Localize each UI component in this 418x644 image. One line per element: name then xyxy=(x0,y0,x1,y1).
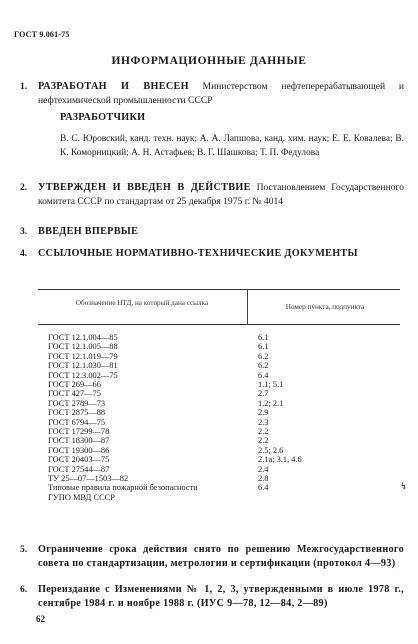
table-row xyxy=(38,446,400,455)
table-row xyxy=(38,342,400,351)
table-row xyxy=(38,371,400,380)
table-cell-clause: 2.4 xyxy=(258,464,269,474)
table-row xyxy=(38,465,400,474)
section-text: Министерством нефтеперерабатывающей и нефтехимической промышленности СССР xyxy=(38,81,405,106)
table-row xyxy=(38,493,400,502)
table-cell-document: ГОСТ 12.1.004—85 xyxy=(48,333,118,342)
page-number: 62 xyxy=(36,614,45,624)
table-cell-document: ГУПО МВД СССР xyxy=(48,492,115,502)
table-cell-document: ГОСТ 19300—86 xyxy=(48,445,110,455)
table-header-clause: Номер пункта, подпункта xyxy=(285,303,365,311)
table-row xyxy=(38,333,400,342)
table-cell-document: Типовые правила пожарной безопасности xyxy=(48,483,198,493)
table-cell-clause: 2.1а; 3.1, 4.6 xyxy=(258,455,302,465)
table-cell-clause: 6.1 xyxy=(258,342,269,352)
section-lead: РАЗРАБОТАН И ВНЕСЕН xyxy=(38,81,189,92)
document-header: ГОСТ 9.061-75 xyxy=(14,30,70,39)
section-introduced xyxy=(20,225,404,239)
section-number: 3. xyxy=(20,226,28,237)
section-lead: ССЫЛОЧНЫЕ НОРМАТИВНО-ТЕХНИЧЕСКИЕ ДОКУМЕНТЫ xyxy=(38,248,358,259)
table-header-rule xyxy=(38,324,400,325)
table-cell-clause: 2.2 xyxy=(258,427,269,436)
table-cell-clause: 2.5; 2.6 xyxy=(258,445,284,455)
section-number: 6. xyxy=(20,584,28,595)
table-cell-clause: 2.8 xyxy=(258,474,269,483)
table-cell-clause: 6.2 xyxy=(258,351,269,361)
section-lead: УТВЕРЖДЕН И ВВЕДЕН В ДЕЙСТВИЕ xyxy=(38,182,251,193)
table-cell-document: ГОСТ 269—66 xyxy=(48,380,101,389)
section-validity xyxy=(20,543,404,571)
section-text: Ограничение срока действия снято по решению Межгосударственного совета по стандартизации, метрологии и сертификации (протокол 4—93) xyxy=(38,544,404,569)
table-row xyxy=(38,352,400,361)
check-mark-icon: ↯ xyxy=(400,481,408,491)
table-row xyxy=(38,436,400,445)
table-cell-document: ГОСТ 18300—87 xyxy=(48,436,110,446)
table-header-document: Обозначение НТД, на который дана ссылка xyxy=(75,299,209,307)
table-row xyxy=(38,399,400,408)
table-cell-clause: 2.2 xyxy=(258,436,269,446)
table-cell-clause: 1.1; 5.1 xyxy=(258,380,284,389)
section-lead: ВВЕДЕН ВПЕРВЫЕ xyxy=(38,226,139,237)
table-cell-clause: 6.4 xyxy=(258,370,269,380)
table-cell-clause: 6.1 xyxy=(258,333,269,342)
table-row xyxy=(38,380,400,389)
developers-list: В. С. Юровский, канд. техн. наук; А. А. Лапшова, канд. хим. наук; Е. Е. Ковалева; В. К. Коморницкий; А. Н. Астафьев; В. Г. Шашкова; Т. П. Федулова xyxy=(60,134,404,158)
section-number: 2. xyxy=(20,182,28,193)
table-cell-clause: 2.7 xyxy=(258,389,269,399)
table-cell-document: ГОСТ 12.1.005—88 xyxy=(48,342,118,352)
table-row xyxy=(38,427,400,436)
table-cell-document: ГОСТ 427—75 xyxy=(48,389,101,399)
section-number: 4. xyxy=(20,248,28,259)
table-row xyxy=(38,418,400,427)
table-row xyxy=(38,408,400,417)
table-row xyxy=(38,474,400,483)
table-cell-document: ТУ 25—07—1503—82 xyxy=(48,474,129,483)
table-cell-clause: 6.2 xyxy=(258,361,269,371)
section-text: Переиздание с Изменениями № 1, 2, 3, утвержденными в июле 1978 г., сентябре 1984 г. и ноябре 1988 г. (ИУС 9—78, 12—84, 2—89) xyxy=(38,584,404,609)
table-cell-clause: 6.4 xyxy=(258,483,269,493)
section-text: Постановлением Государственного комитета СССР по стандартам от 25 декабря 1975 г. № 4014 xyxy=(38,182,404,207)
section-approved xyxy=(20,181,404,209)
section-reissue xyxy=(20,583,404,611)
table-row xyxy=(38,483,400,492)
table-top-rule xyxy=(38,289,400,290)
table-cell-document: ГОСТ 20403—75 xyxy=(48,455,110,465)
page-title: ИНФОРМАЦИОННЫЕ ДАННЫЕ xyxy=(111,55,307,67)
section-number: 5. xyxy=(20,544,28,555)
table-row xyxy=(38,389,400,398)
table-cell-document: ГОСТ 12.1.019—79 xyxy=(48,351,118,361)
table-column-divider xyxy=(247,289,248,324)
table-cell-document: ГОСТ 2875—88 xyxy=(48,408,106,418)
section-references xyxy=(20,247,404,261)
developers-heading: РАЗРАБОТЧИКИ xyxy=(60,112,146,123)
table-row xyxy=(38,455,400,464)
table-cell-document: ГОСТ 12.3.002—75 xyxy=(48,370,118,380)
table-cell-document: ГОСТ 12.1.030—81 xyxy=(48,361,118,371)
table-cell-document: ГОСТ 2789—73 xyxy=(48,398,106,408)
section-developed xyxy=(20,80,405,108)
table-cell-clause: 1.2; 2.1 xyxy=(258,398,284,408)
table-cell-document: ГОСТ 6794—75 xyxy=(48,417,106,427)
section-number: 1. xyxy=(20,81,28,92)
table-cell-clause: 2.9 xyxy=(258,408,269,418)
table-row xyxy=(38,361,400,370)
table-cell-document: ГОСТ 17299—78 xyxy=(48,427,110,436)
table-cell-document: ГОСТ 27544—87 xyxy=(48,464,110,474)
table-cell-clause: 2.3 xyxy=(258,417,269,427)
